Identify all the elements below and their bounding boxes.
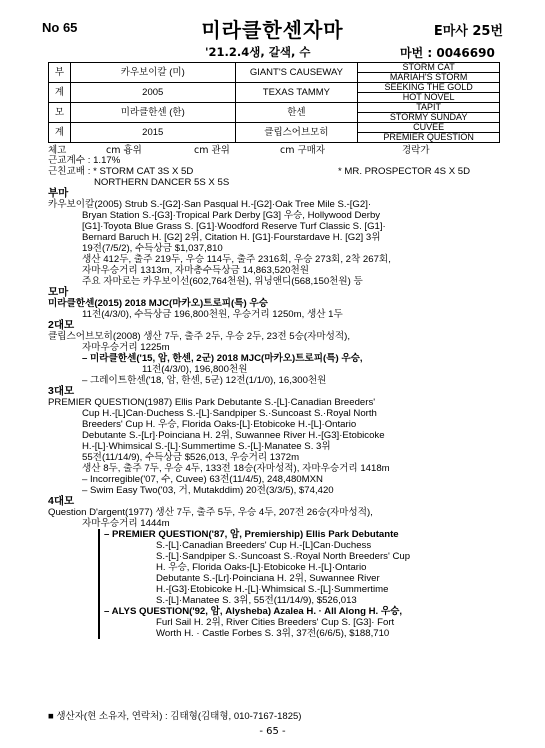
section-4th-dam: 4대모 bbox=[48, 495, 75, 507]
third-dam-produce: – Swim Easy Two('03, 거, Mutakddim) 20전(3/3/5), $74,420 bbox=[82, 485, 334, 496]
sd-dam: HOT NOVEL bbox=[358, 93, 500, 103]
sire-year: 2005 bbox=[70, 83, 235, 103]
second-dam-produce: 11전(4/3/0), 196,800천원 bbox=[142, 364, 248, 375]
grade-label: E마사 25번 bbox=[433, 24, 503, 39]
registration-number: 0046690 bbox=[436, 46, 495, 60]
pedigree-table bbox=[48, 62, 500, 143]
ds-dam: STORMY SUNDAY bbox=[358, 113, 500, 123]
sire-record: Bryan Station S.-[G3]·Tropical Park Derby [G3] 우승, Hollywood Derby bbox=[82, 210, 381, 221]
fourth-dam-produce: – ALYS QUESTION('92, 암, Alysheba) Azalea H. · All Along H. 우승, bbox=[104, 606, 403, 617]
fourth-dam-produce: Debutante S.-[Lr]·Poinciana H. 2위, Suwannee River bbox=[156, 573, 380, 584]
fourth-dam-produce-block bbox=[98, 529, 508, 639]
sire-record: Bernard Baruch H. [G2] 2위, Citation H. [G1]·Fourstardave H. [G2] 3위 bbox=[82, 232, 381, 243]
section-sire: 부마 bbox=[48, 187, 69, 199]
third-dam-record: 생산 8두, 출주 7두, 우승 4두, 133전 18승(자마성적), 자마우승거리 1418m bbox=[82, 463, 390, 474]
inbreeding-line-2: NORTHERN DANCER 5S X 5S bbox=[94, 177, 230, 188]
third-dam-record: 55전(11/14/9), 수득상금 $526,013, 우승거리 1372m bbox=[82, 452, 300, 463]
page-number: - 65 - bbox=[259, 726, 286, 737]
dam-dam: 클립스어브모히 bbox=[235, 123, 358, 143]
fourth-dam-produce: H. 우승, Florida Oaks-[L]·Etobicoke H.-[L]·Ontario bbox=[156, 562, 367, 573]
price-label: 경락가 bbox=[402, 145, 430, 156]
dd-sire: CUVEE bbox=[358, 123, 500, 133]
third-dam-record: Debutante S.-[Lr]·Poinciana H. 2위, Suwannee River H.-[G3]·Etobicoke bbox=[82, 430, 385, 441]
dam-year: 2015 bbox=[70, 123, 235, 143]
buyer-label: cm 구매자 bbox=[280, 145, 326, 156]
sire-record: 19전(7/5/2), 수득상금 $1,037,810 bbox=[82, 243, 223, 254]
sire-line-label-2: 계 bbox=[49, 83, 71, 103]
second-dam-record: 클립스어브모히(2008) 생산 7두, 출주 2두, 우승 2두, 23전 5승(자마성적), bbox=[48, 331, 351, 342]
fourth-dam-produce: – PREMIER QUESTION('87, 암, Premiership) Ellis Park Debutante bbox=[104, 529, 399, 540]
sire-record: [G1]·Toyota Blue Grass S. [G1]·Woodford Reserve Turf Classic S. [G1]· bbox=[82, 221, 386, 232]
catalog-number: No 65 bbox=[42, 20, 78, 35]
fourth-dam-produce: S.-[L]·Canadian Breeders' Cup H.-[L]Can·Duchess bbox=[156, 540, 372, 551]
sire-record: 자마우승거리 1313m, 자마총수득상금 14,863,520천원 bbox=[82, 265, 310, 276]
third-dam-produce: – Incorregible('07, 수, Cuvee) 63전(11/4/5), 248,480MXN bbox=[82, 474, 323, 485]
chest-label: cm 흉위 bbox=[106, 145, 142, 156]
ds-sire: TAPIT bbox=[358, 103, 500, 113]
sire-name: 카우보이칼 (미) bbox=[70, 63, 235, 83]
fourth-dam-record: 자마우승거리 1444m bbox=[82, 518, 170, 529]
fourth-dam-produce: Furl Sail H. 2위, River Cities Breeders' Cup S. [G3]· Fort bbox=[156, 617, 395, 628]
third-dam-record: H.-[L]·Whimsical S.-[L]·Summertime S.-[L]·Manatee S. 3위 bbox=[82, 441, 331, 452]
inbreeding-line: 근친교배 : * STORM CAT 3S X 5D * MR. PROSPECTOR 4S X 5D bbox=[48, 166, 471, 177]
fourth-dam-record: Question D'argent(1977) 생산 7두, 출주 5두, 우승 4두, 207전 26승(자마성적), bbox=[48, 507, 373, 518]
section-dam: 모마 bbox=[48, 286, 69, 298]
breeder-info: ■ 생산자(현 소유자, 연락처) : 김태형(김태형, 010-7167-1825) bbox=[48, 711, 302, 722]
inbreeding-coefficient: 근교계수 : 1.17% bbox=[48, 155, 121, 166]
third-dam-record: Cup H.-[L]Can·Duchess S.-[L]·Sandpiper S.·Suncoast S.·Royal North bbox=[82, 408, 377, 419]
cannon-label: cm 관위 bbox=[194, 145, 230, 156]
sire-record: 생산 412두, 출주 219두, 우승 114두, 출주 2316회, 우승 273회, 2착 267회, bbox=[82, 254, 391, 265]
dd-dam: PREMIER QUESTION bbox=[358, 133, 500, 143]
dam-sire: 한센 bbox=[235, 103, 358, 123]
third-dam-record: Breeders' Cup H. 우승, Florida Oaks-[L]·Etobicoke H.-[L]·Ontario bbox=[82, 419, 357, 430]
third-dam-record: PREMIER QUESTION(1987) Ellis Park Debutante S.-[L]·Canadian Breeders' bbox=[48, 397, 376, 408]
section-2nd-dam: 2대모 bbox=[48, 319, 75, 331]
sire-line-label: 부 bbox=[49, 63, 71, 83]
sire-record: 카우보이칼(2005) Strub S.-[G2]·San Pasqual H.-[G2]·Oak Tree Mile S.-[G2]· bbox=[48, 199, 372, 210]
second-dam-produce: – 미라클한센('15, 암, 한센, 2군) 2018 MJC(마카오)트로피(특) 우승, bbox=[82, 353, 363, 364]
section-3rd-dam: 3대모 bbox=[48, 385, 75, 397]
fourth-dam-produce: S.-[L]·Sandpiper S.·Suncoast S.·Royal North Breeders' Cup bbox=[156, 551, 411, 562]
record-body bbox=[48, 155, 508, 639]
height-label: 체고 bbox=[48, 145, 67, 156]
dam-name: 미라클한센 (한) bbox=[70, 103, 235, 123]
birth-info: '21.2.4생, 갈색, 수 bbox=[205, 45, 311, 59]
second-dam-produce: – 그레이트한센('18, 암, 한센, 5군) 12전(1/1/0), 16,300천원 bbox=[82, 375, 327, 386]
dam-line-label-2: 계 bbox=[49, 123, 71, 143]
sire-sire: GIANT'S CAUSEWAY bbox=[235, 63, 358, 83]
fourth-dam-produce: H.-[G3]·Etobicoke H.-[L]·Whimsical S.-[L]·Summertime bbox=[156, 584, 389, 595]
ss-sire: STORM CAT bbox=[358, 63, 500, 73]
sd-sire: SEEKING THE GOLD bbox=[358, 83, 500, 93]
measurements-row bbox=[48, 142, 500, 156]
registration bbox=[400, 44, 495, 61]
fourth-dam-produce: S.-[L]·Manatee S. 3위, 55전(11/14/9), $526,013 bbox=[156, 595, 357, 606]
sire-record: 주요 자마로는 카우보이선(602,764천원), 위닝앤디(568,150천원) 등 bbox=[82, 276, 363, 287]
second-dam-record: 자마우승거리 1225m bbox=[82, 342, 170, 353]
ss-dam: MARIAH'S STORM bbox=[358, 73, 500, 83]
dam-record: 미라클한센(2015) 2018 MJC(마카오)트로피(특) 우승 bbox=[48, 298, 268, 309]
dam-line-label: 모 bbox=[49, 103, 71, 123]
registration-label: 마번 : bbox=[400, 46, 437, 60]
sire-dam: TEXAS TAMMY bbox=[235, 83, 358, 103]
fourth-dam-produce: Worth H. · Castle Forbes S. 3위, 37전(6/6/5), $188,710 bbox=[156, 628, 390, 639]
dam-record: 11전(4/3/0), 수득상금 196,800천원, 우승거리 1250m, 생산 1두 bbox=[82, 309, 343, 320]
horse-name: 미라클한센자마 bbox=[201, 18, 344, 42]
